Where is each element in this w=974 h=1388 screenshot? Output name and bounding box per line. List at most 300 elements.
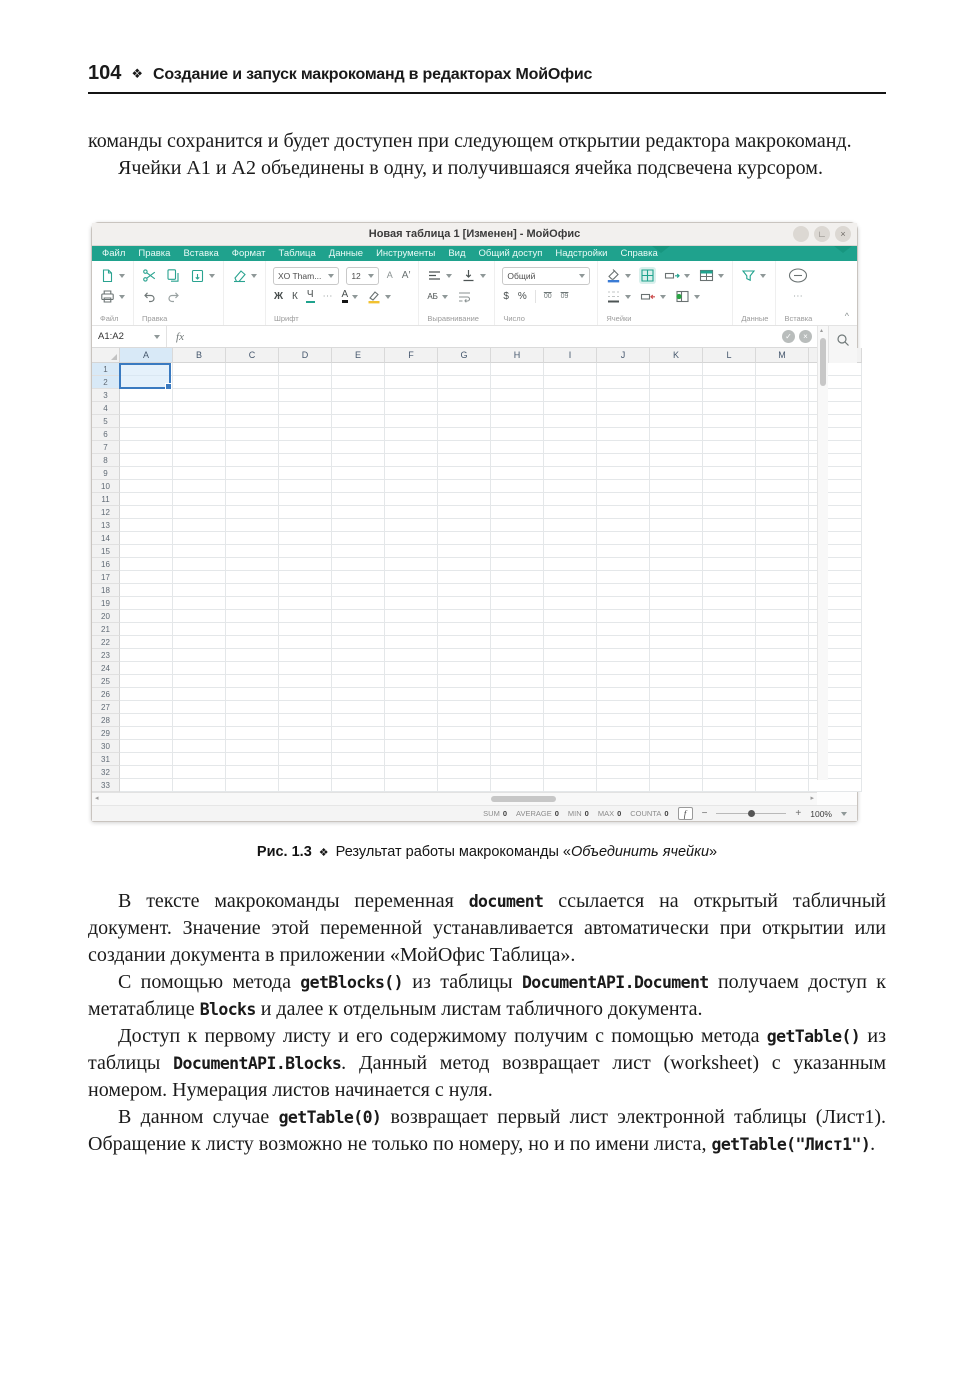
grid-cell[interactable]	[703, 480, 756, 493]
grid-cell[interactable]	[438, 649, 491, 662]
grid-cell[interactable]	[438, 402, 491, 415]
grid-cell[interactable]	[597, 545, 650, 558]
vertical-scroll-thumb[interactable]	[820, 338, 826, 386]
grid-cell[interactable]	[438, 493, 491, 506]
grid-cell[interactable]	[332, 662, 385, 675]
grid-cell[interactable]	[385, 545, 438, 558]
grid-cell[interactable]	[279, 519, 332, 532]
grid-cell[interactable]	[120, 467, 173, 480]
grid-cell[interactable]	[385, 597, 438, 610]
grid-cell[interactable]	[332, 623, 385, 636]
horizontal-scroll-thumb[interactable]	[491, 796, 556, 802]
grid-cell[interactable]	[385, 662, 438, 675]
grid-cell[interactable]	[120, 701, 173, 714]
menu-item[interactable]: Правка	[138, 248, 171, 259]
grid-cell[interactable]	[756, 714, 809, 727]
grid-cell[interactable]	[491, 636, 544, 649]
grid-cell[interactable]	[438, 532, 491, 545]
grid-cell[interactable]	[385, 441, 438, 454]
row-header[interactable]: 13	[92, 519, 120, 532]
grid-cell[interactable]	[385, 506, 438, 519]
grid-cell[interactable]	[279, 753, 332, 766]
grid-cell[interactable]	[226, 766, 279, 779]
grid-cell[interactable]	[703, 597, 756, 610]
column-header[interactable]: A	[120, 348, 173, 363]
grid-cell[interactable]	[491, 779, 544, 792]
grid-cell[interactable]	[226, 467, 279, 480]
grid-cell[interactable]	[703, 701, 756, 714]
grid-cell[interactable]	[438, 766, 491, 779]
grid-cell[interactable]	[226, 610, 279, 623]
grid-cell[interactable]	[491, 662, 544, 675]
grid-cell[interactable]	[385, 376, 438, 389]
row-header[interactable]: 21	[92, 623, 120, 636]
grid-cell[interactable]	[226, 441, 279, 454]
grid-cell[interactable]	[491, 441, 544, 454]
grid-cell[interactable]	[226, 688, 279, 701]
grid-cell[interactable]	[120, 441, 173, 454]
grid-cell[interactable]	[120, 415, 173, 428]
italic-button[interactable]: К	[292, 290, 298, 302]
grid-cell[interactable]	[332, 584, 385, 597]
grid-cell[interactable]	[438, 636, 491, 649]
grid-cell[interactable]	[491, 740, 544, 753]
grid-cell[interactable]	[279, 740, 332, 753]
grid-cell[interactable]	[279, 714, 332, 727]
grid-cell[interactable]	[756, 571, 809, 584]
grid-cell[interactable]	[332, 493, 385, 506]
grid-cell[interactable]	[385, 467, 438, 480]
grid-cell[interactable]	[756, 779, 809, 792]
clear-format-button[interactable]	[231, 268, 258, 283]
grid-cell[interactable]	[703, 610, 756, 623]
grid-cell[interactable]	[650, 558, 703, 571]
grid-cell[interactable]	[173, 740, 226, 753]
grid-cell[interactable]	[120, 506, 173, 519]
grid-cell[interactable]	[279, 467, 332, 480]
row-header[interactable]: 29	[92, 727, 120, 740]
grid-cell[interactable]	[703, 675, 756, 688]
grid-cell[interactable]	[703, 662, 756, 675]
search-icon[interactable]	[836, 333, 850, 352]
row-header[interactable]: 6	[92, 428, 120, 441]
grid-cell[interactable]	[438, 571, 491, 584]
grid-cell[interactable]	[332, 441, 385, 454]
grid-cell[interactable]	[756, 506, 809, 519]
zoom-in-button[interactable]: +	[795, 808, 802, 819]
grid-cell[interactable]	[544, 493, 597, 506]
grid-cell[interactable]	[650, 454, 703, 467]
menu-item[interactable]: Надстройки	[555, 248, 608, 259]
row-header[interactable]: 25	[92, 675, 120, 688]
grid-cell[interactable]	[650, 532, 703, 545]
grid-cell[interactable]	[491, 610, 544, 623]
close-button[interactable]: ×	[835, 226, 851, 242]
grid-cell[interactable]	[544, 454, 597, 467]
grid-cell[interactable]	[120, 480, 173, 493]
grid-cell[interactable]	[120, 389, 173, 402]
grid-cell[interactable]	[650, 714, 703, 727]
horizontal-scrollbar[interactable]	[92, 792, 817, 805]
grid-cell[interactable]	[120, 714, 173, 727]
grid-cell[interactable]	[597, 532, 650, 545]
grid-cell[interactable]	[703, 467, 756, 480]
grid-cell[interactable]	[173, 415, 226, 428]
grid-cell[interactable]	[650, 480, 703, 493]
bold-button[interactable]: Ж	[274, 290, 284, 302]
column-header[interactable]: M	[756, 348, 809, 363]
row-header[interactable]: 17	[92, 571, 120, 584]
row-header[interactable]: 9	[92, 467, 120, 480]
vertical-align-button[interactable]	[460, 268, 487, 283]
grid-cell[interactable]	[650, 389, 703, 402]
grid-cell[interactable]	[597, 467, 650, 480]
grid-cell[interactable]	[226, 701, 279, 714]
grid-cell[interactable]	[385, 766, 438, 779]
row-header[interactable]: 16	[92, 558, 120, 571]
grid-cell[interactable]	[438, 675, 491, 688]
grid-cell[interactable]	[332, 675, 385, 688]
grid-cell[interactable]	[332, 545, 385, 558]
insert-more-button[interactable]: ⋯	[792, 290, 803, 302]
scroll-up-icon[interactable]: ▴	[820, 328, 824, 334]
menu-item[interactable]: Таблица	[278, 248, 316, 259]
grid-cell[interactable]	[120, 545, 173, 558]
row-header[interactable]: 28	[92, 714, 120, 727]
grid-cell[interactable]	[597, 753, 650, 766]
grid-cell[interactable]	[332, 740, 385, 753]
grid-cell[interactable]	[756, 545, 809, 558]
grid-cell[interactable]	[491, 675, 544, 688]
grid-cell[interactable]	[544, 688, 597, 701]
font-more-button[interactable]: ⋯	[322, 290, 333, 302]
zoom-slider[interactable]	[716, 813, 786, 814]
grid-cell[interactable]	[332, 597, 385, 610]
grid-cell[interactable]	[703, 415, 756, 428]
grid-cell[interactable]	[756, 649, 809, 662]
name-box[interactable]	[92, 331, 166, 342]
grid-cell[interactable]	[597, 701, 650, 714]
grid-cell[interactable]	[279, 363, 332, 376]
grid-cell[interactable]	[703, 428, 756, 441]
grid-cell[interactable]	[597, 636, 650, 649]
grid-cell[interactable]	[173, 506, 226, 519]
grid-cell[interactable]	[173, 688, 226, 701]
grid-cell[interactable]	[226, 402, 279, 415]
grid-cell[interactable]	[279, 428, 332, 441]
grid-cell[interactable]	[597, 597, 650, 610]
grid-cell[interactable]	[703, 649, 756, 662]
grid-cell[interactable]	[544, 701, 597, 714]
grid-cell[interactable]	[597, 779, 650, 792]
row-header[interactable]: 32	[92, 766, 120, 779]
increase-decimal-button[interactable]: 00	[543, 293, 552, 300]
grid-cell[interactable]	[120, 753, 173, 766]
row-header[interactable]: 23	[92, 649, 120, 662]
grid-cell[interactable]	[650, 779, 703, 792]
grid-cell[interactable]	[279, 506, 332, 519]
grid-cell[interactable]	[597, 662, 650, 675]
collapse-toolbar-button[interactable]: ^	[844, 311, 849, 321]
grid-cell[interactable]	[173, 675, 226, 688]
rotate-text-button[interactable]	[426, 293, 449, 301]
column-header[interactable]: J	[597, 348, 650, 363]
grid-cell[interactable]	[703, 363, 756, 376]
grid-cell[interactable]	[279, 727, 332, 740]
grid-cell[interactable]	[756, 532, 809, 545]
grid-cell[interactable]	[438, 415, 491, 428]
grid-cell[interactable]	[756, 753, 809, 766]
grid-cell[interactable]	[491, 480, 544, 493]
grid-cell[interactable]	[173, 571, 226, 584]
grid-cell[interactable]	[544, 389, 597, 402]
grid-cell[interactable]	[120, 519, 173, 532]
grid-cell[interactable]	[279, 584, 332, 597]
grid-cell[interactable]	[438, 779, 491, 792]
grid-viewport[interactable]	[92, 363, 817, 792]
grid-cell[interactable]	[756, 363, 809, 376]
grid-cell[interactable]	[173, 363, 226, 376]
grid-cell[interactable]	[173, 402, 226, 415]
grid-cell[interactable]	[491, 571, 544, 584]
grid-cell[interactable]	[226, 558, 279, 571]
grid-cell[interactable]	[438, 662, 491, 675]
merged-cell-selection[interactable]	[119, 363, 171, 389]
grid-cell[interactable]	[703, 688, 756, 701]
grid-cell[interactable]	[279, 376, 332, 389]
font-shrink-button[interactable]: А	[386, 270, 393, 280]
grid-cell[interactable]	[385, 649, 438, 662]
grid-cell[interactable]	[756, 675, 809, 688]
grid-cell[interactable]	[650, 688, 703, 701]
highlight-button[interactable]	[366, 289, 392, 304]
grid-cell[interactable]	[544, 597, 597, 610]
grid-cell[interactable]	[438, 740, 491, 753]
grid-cell[interactable]	[650, 376, 703, 389]
grid-cell[interactable]	[385, 389, 438, 402]
grid-cell[interactable]	[279, 493, 332, 506]
grid-cell[interactable]	[385, 675, 438, 688]
number-format-select[interactable]	[502, 267, 590, 285]
grid-cell[interactable]	[120, 675, 173, 688]
zoom-level[interactable]: 100%	[810, 808, 832, 819]
grid-cell[interactable]	[756, 402, 809, 415]
grid-cell[interactable]	[226, 636, 279, 649]
grid-cell[interactable]	[279, 480, 332, 493]
grid-cell[interactable]	[385, 623, 438, 636]
grid-cell[interactable]	[597, 428, 650, 441]
grid-cell[interactable]	[226, 714, 279, 727]
grid-cell[interactable]	[120, 571, 173, 584]
grid-cell[interactable]	[438, 753, 491, 766]
column-header[interactable]: H	[491, 348, 544, 363]
grid-cell[interactable]	[173, 584, 226, 597]
grid-cell[interactable]	[544, 779, 597, 792]
grid-cell[interactable]	[650, 597, 703, 610]
font-family-select[interactable]	[273, 267, 339, 285]
grid-cell[interactable]	[279, 441, 332, 454]
grid-cell[interactable]	[226, 493, 279, 506]
grid-cell[interactable]	[332, 376, 385, 389]
underline-button[interactable]: Ч	[306, 290, 315, 303]
font-color-button[interactable]	[341, 290, 360, 303]
grid-cell[interactable]	[491, 714, 544, 727]
row-header[interactable]: 10	[92, 480, 120, 493]
grid-cell[interactable]	[120, 636, 173, 649]
grid-cell[interactable]	[120, 623, 173, 636]
grid-cell[interactable]	[597, 363, 650, 376]
grid-cell[interactable]	[173, 727, 226, 740]
grid-cell[interactable]	[120, 584, 173, 597]
grid-cell[interactable]	[491, 753, 544, 766]
select-all-corner[interactable]	[92, 348, 120, 363]
grid-cell[interactable]	[650, 766, 703, 779]
grid-cell[interactable]	[385, 454, 438, 467]
grid-cell[interactable]	[173, 428, 226, 441]
grid-cell[interactable]	[491, 363, 544, 376]
grid-cell[interactable]	[438, 688, 491, 701]
column-header[interactable]: G	[438, 348, 491, 363]
grid-cell[interactable]	[173, 623, 226, 636]
grid-cell[interactable]	[650, 753, 703, 766]
grid-cell[interactable]	[279, 623, 332, 636]
menu-item[interactable]: Вид	[448, 248, 466, 259]
confirm-icon[interactable]: ✓	[782, 330, 795, 343]
grid-cell[interactable]	[544, 753, 597, 766]
decrease-decimal-button[interactable]: 09	[560, 293, 569, 300]
grid-cell[interactable]	[597, 571, 650, 584]
grid-cell[interactable]	[279, 662, 332, 675]
menu-item[interactable]: Формат	[231, 248, 266, 259]
percent-button[interactable]: %	[517, 290, 527, 302]
grid-cell[interactable]	[385, 636, 438, 649]
grid-cell[interactable]	[544, 441, 597, 454]
grid-cell[interactable]	[597, 714, 650, 727]
grid-cell[interactable]	[226, 571, 279, 584]
grid-cell[interactable]	[438, 467, 491, 480]
grid-cell[interactable]	[173, 467, 226, 480]
grid-cell[interactable]	[597, 584, 650, 597]
grid-cell[interactable]	[226, 454, 279, 467]
grid-cell[interactable]	[279, 649, 332, 662]
grid-cell[interactable]	[756, 376, 809, 389]
row-header[interactable]: 14	[92, 532, 120, 545]
menu-item[interactable]: Справка	[620, 248, 658, 259]
grid-cell[interactable]	[703, 519, 756, 532]
grid-cell[interactable]	[173, 662, 226, 675]
grid-cell[interactable]	[544, 584, 597, 597]
delete-cells-button[interactable]	[639, 289, 667, 304]
grid-cell[interactable]	[756, 519, 809, 532]
grid-cell[interactable]	[120, 454, 173, 467]
grid-cell[interactable]	[597, 506, 650, 519]
column-header[interactable]: B	[173, 348, 226, 363]
grid-cell[interactable]	[385, 402, 438, 415]
grid-cell[interactable]	[279, 779, 332, 792]
grid-cell[interactable]	[332, 415, 385, 428]
grid-cell[interactable]	[173, 610, 226, 623]
grid-cell[interactable]	[438, 363, 491, 376]
grid-cell[interactable]	[544, 519, 597, 532]
grid-cell[interactable]	[544, 558, 597, 571]
grid-cell[interactable]	[438, 558, 491, 571]
grid-cell[interactable]	[756, 584, 809, 597]
grid-cell[interactable]	[597, 454, 650, 467]
named-table-button[interactable]	[698, 268, 725, 283]
grid-cell[interactable]	[226, 779, 279, 792]
grid-cell[interactable]	[756, 610, 809, 623]
grid-cell[interactable]	[650, 467, 703, 480]
menu-item[interactable]: Вставка	[183, 248, 219, 259]
grid-cell[interactable]	[332, 519, 385, 532]
grid-cell[interactable]	[756, 740, 809, 753]
row-header[interactable]: 22	[92, 636, 120, 649]
grid-cell[interactable]	[650, 571, 703, 584]
grid-cell[interactable]	[756, 493, 809, 506]
vertical-scrollbar[interactable]	[817, 326, 828, 780]
grid-cell[interactable]	[120, 402, 173, 415]
grid-cell[interactable]	[173, 376, 226, 389]
row-header[interactable]: 24	[92, 662, 120, 675]
row-header[interactable]: 31	[92, 753, 120, 766]
grid-cell[interactable]	[226, 506, 279, 519]
print-button[interactable]	[99, 289, 126, 304]
grid-cell[interactable]	[385, 714, 438, 727]
grid-cell[interactable]	[173, 766, 226, 779]
grid-cell[interactable]	[544, 480, 597, 493]
grid-cell[interactable]	[226, 376, 279, 389]
grid-cell[interactable]	[332, 688, 385, 701]
filter-button[interactable]	[740, 268, 767, 283]
grid-cell[interactable]	[332, 402, 385, 415]
grid-cell[interactable]	[650, 363, 703, 376]
grid-cell[interactable]	[279, 558, 332, 571]
grid-cell[interactable]	[332, 558, 385, 571]
grid-cell[interactable]	[438, 376, 491, 389]
grid-cell[interactable]	[703, 545, 756, 558]
grid-cell[interactable]	[385, 415, 438, 428]
grid-cell[interactable]	[120, 558, 173, 571]
row-header[interactable]: 11	[92, 493, 120, 506]
undo-button[interactable]	[141, 289, 158, 304]
grid-cell[interactable]	[597, 441, 650, 454]
grid-cell[interactable]	[544, 467, 597, 480]
grid-cell[interactable]	[491, 467, 544, 480]
grid-cell[interactable]	[332, 701, 385, 714]
grid-cell[interactable]	[597, 740, 650, 753]
grid-cell[interactable]	[385, 519, 438, 532]
grid-cell[interactable]	[544, 506, 597, 519]
grid-cell[interactable]	[385, 688, 438, 701]
grid-cell[interactable]	[385, 493, 438, 506]
grid-cell[interactable]	[809, 779, 862, 792]
grid-cell[interactable]	[438, 454, 491, 467]
grid-cell[interactable]	[173, 441, 226, 454]
grid-cell[interactable]	[438, 714, 491, 727]
grid-cell[interactable]	[597, 610, 650, 623]
grid-cell[interactable]	[491, 415, 544, 428]
template-button[interactable]	[99, 268, 126, 283]
grid-cell[interactable]	[120, 766, 173, 779]
grid-cell[interactable]	[173, 714, 226, 727]
menu-item[interactable]: Файл	[102, 248, 126, 259]
grid-cell[interactable]	[385, 610, 438, 623]
grid-cell[interactable]	[703, 779, 756, 792]
grid-cell[interactable]	[438, 701, 491, 714]
grid-cell[interactable]	[491, 688, 544, 701]
grid-cell[interactable]	[650, 402, 703, 415]
grid-cell[interactable]	[756, 766, 809, 779]
